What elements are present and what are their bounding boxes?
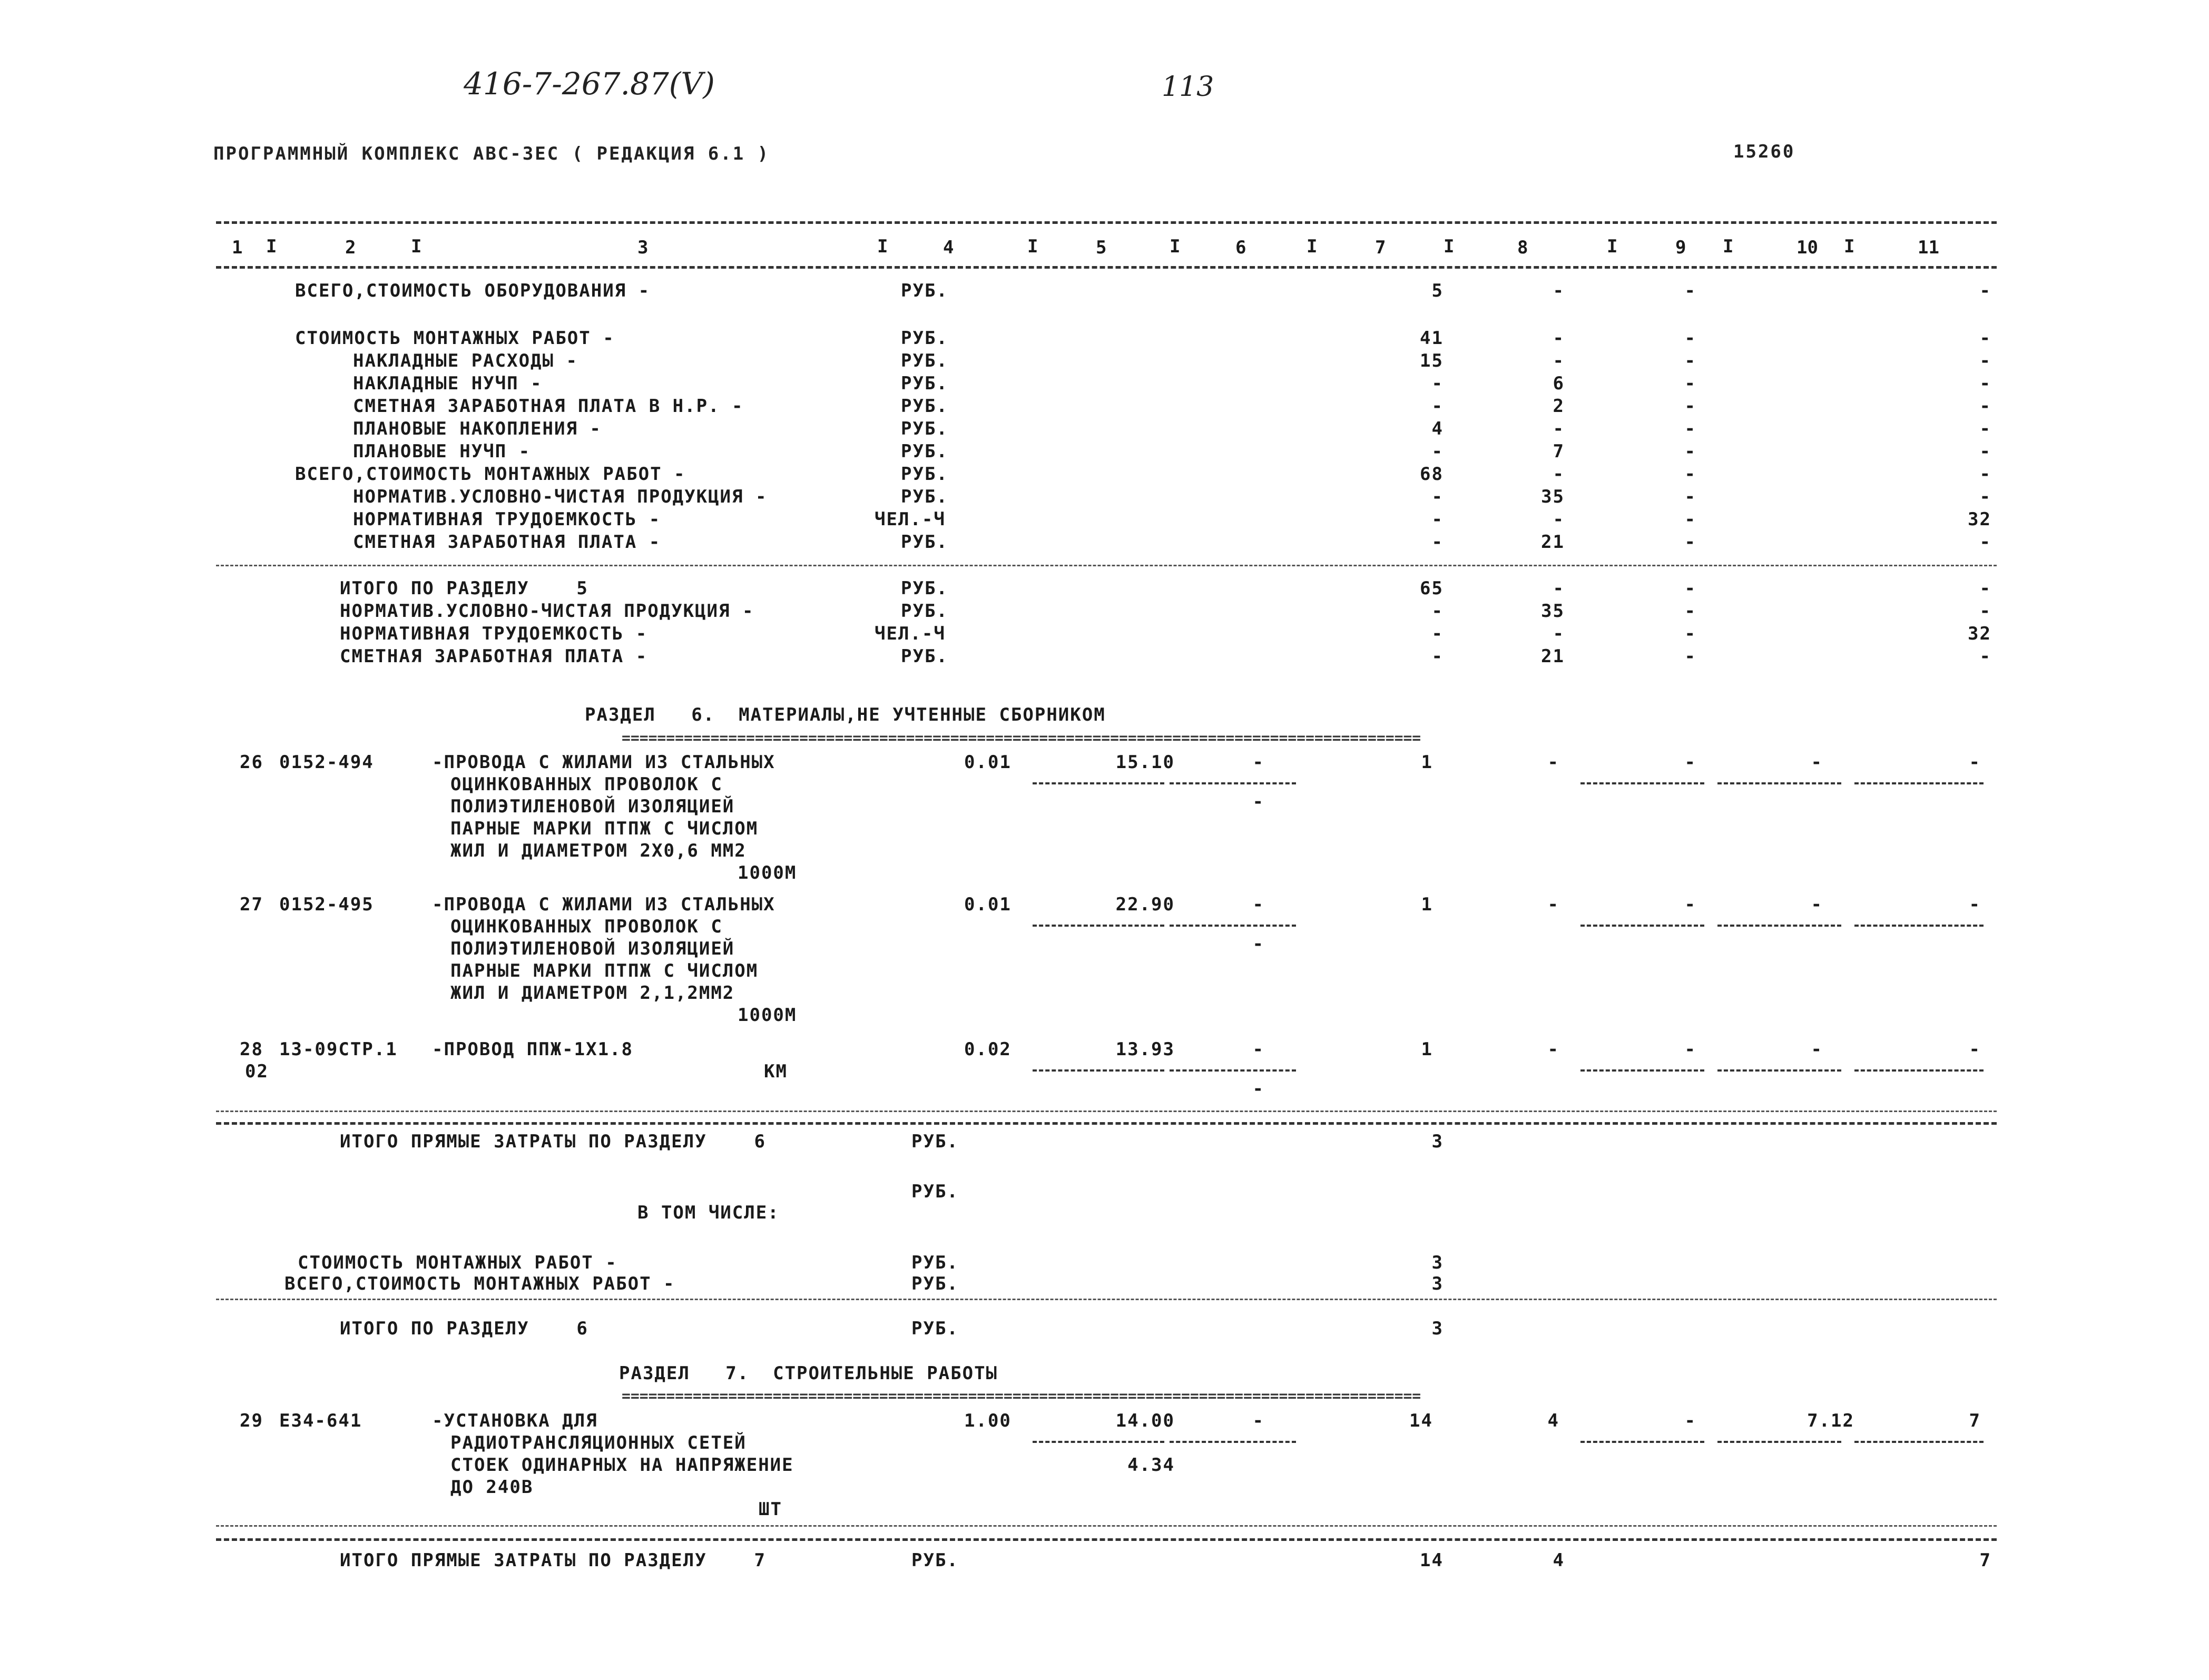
program-header: ПРОГРАММНЫЙ КОМПЛЕКС АВС-ЗЕС ( РЕДАКЦИЯ 6.1 ) <box>213 143 770 164</box>
summary-row-label: СМЕТНАЯ ЗАРАБОТНАЯ ПЛАТА - <box>353 532 661 553</box>
summary-row-c7: - <box>1431 601 1444 622</box>
item-c7: 1 <box>1421 1039 1433 1060</box>
subtotal-dash <box>1170 1069 1296 1072</box>
section6-dotted-rule <box>216 1111 1997 1112</box>
summary-row-c9: - <box>1684 418 1696 439</box>
subtotal-dash <box>1854 925 1984 927</box>
section7-underline: ========================================================================================== <box>622 1387 1421 1404</box>
summary-row-c7: 15 <box>1420 350 1444 371</box>
summary-row-c9: - <box>1684 396 1696 417</box>
subtotal-dash <box>1717 1069 1841 1072</box>
summary-row-c9: - <box>1684 486 1696 507</box>
summary-row-label: НАКЛАДНЫЕ НУЧП - <box>353 373 543 394</box>
summary-row-c11: 32 <box>1968 623 1991 644</box>
summary-row-c11: - <box>1979 328 1991 349</box>
handwritten-doc-code: 416-7-267.87(V) <box>464 66 715 102</box>
column-number-5: 5 <box>1096 237 1107 258</box>
item-description-line: -ПРОВОДА С ЖИЛАМИ ИЗ СТАЛЬНЫХ <box>432 752 775 773</box>
summary-row-c8: - <box>1553 350 1565 371</box>
subtotal-dash <box>1854 1441 1984 1443</box>
summary-row-unit: РУБ. <box>901 280 948 301</box>
summary-row-c9: - <box>1684 623 1696 644</box>
item-number: 29 <box>240 1410 263 1431</box>
subtotal-dash <box>1033 782 1164 784</box>
column-number-1: 1 <box>232 237 243 258</box>
item-c11: - <box>1969 894 1981 915</box>
column-number-3: 3 <box>637 237 649 258</box>
summary-row-c9: - <box>1684 373 1696 394</box>
section7-total-c11: 7 <box>1979 1550 1991 1571</box>
column-separator: I <box>1307 236 1318 257</box>
item-description-line: -ПРОВОДА С ЖИЛАМИ ИЗ СТАЛЬНЫХ <box>432 894 775 915</box>
column-number-7: 7 <box>1375 237 1386 258</box>
summary-row-c9: - <box>1684 601 1696 622</box>
summary-row-label: ПЛАНОВЫЕ НАКОПЛЕНИЯ - <box>353 418 602 439</box>
item-unit: 1000М <box>738 1005 797 1026</box>
summary-row-c9: - <box>1684 350 1696 371</box>
item-c6b: - <box>1252 934 1264 955</box>
summary-row-unit: РУБ. <box>901 350 948 371</box>
summary-row-unit: РУБ. <box>901 532 948 553</box>
item-c9: - <box>1684 1039 1696 1060</box>
section6-total-c7: 3 <box>1431 1318 1444 1339</box>
item-quantity: 0.01 <box>964 894 1012 915</box>
summary-row-c7: 41 <box>1420 328 1444 349</box>
item-quantity: 0.01 <box>964 752 1012 773</box>
item-description-line: ПОЛИЭТИЛЕНОВОЙ ИЗОЛЯЦИЕЙ <box>450 796 735 817</box>
summary-row-c7: 4 <box>1431 418 1444 439</box>
column-number-9: 9 <box>1675 237 1686 258</box>
item-price: 22.90 <box>1115 894 1175 915</box>
summary-row-c11: - <box>1979 396 1991 417</box>
item-c11: 7 <box>1969 1410 1981 1431</box>
item-code: 13-09СТР.1 <box>279 1039 398 1060</box>
item-number: 26 <box>240 752 263 773</box>
summary-row-label: НАКЛАДНЫЕ РАСХОДЫ - <box>353 350 578 371</box>
subtotal-dash <box>1854 782 1984 784</box>
column-separator: I <box>877 236 888 257</box>
item-code-2: 02 <box>245 1061 269 1082</box>
item-description-line: ЖИЛ И ДИАМЕТРОМ 2Х0,6 ММ2 <box>450 840 747 861</box>
item-code: 0152-494 <box>279 752 374 773</box>
summary-row-c11: - <box>1979 486 1991 507</box>
section7-total-rule <box>216 1538 1997 1541</box>
summary-row-unit: ЧЕЛ.-Ч <box>875 509 946 530</box>
summary-row-label: НОРМАТИВНАЯ ТРУДОЕМКОСТЬ - <box>340 623 648 644</box>
item-price: 15.10 <box>1115 752 1175 773</box>
section7-total-c8: 4 <box>1553 1550 1565 1571</box>
summary-row-c9: - <box>1684 646 1696 667</box>
item-c6: - <box>1252 1039 1264 1060</box>
item-code: 0152-495 <box>279 894 374 915</box>
column-number-8: 8 <box>1517 237 1528 258</box>
item-c9: - <box>1684 894 1696 915</box>
item-description-line: ПАРНЫЕ МАРКИ ПТПЖ С ЧИСЛОМ <box>450 960 759 981</box>
item-c6: - <box>1252 1410 1264 1431</box>
summary-row-unit: РУБ. <box>901 328 948 349</box>
header-bottom-rule <box>216 266 1997 269</box>
item-c10: - <box>1811 894 1823 915</box>
summary-row-c8: 2 <box>1553 396 1565 417</box>
section6-mont: СТОИМОСТЬ МОНТАЖНЫХ РАБОТ - <box>298 1252 617 1273</box>
item-c10: - <box>1811 752 1823 773</box>
item-unit: ШТ <box>759 1499 782 1520</box>
item-c8: - <box>1547 752 1559 773</box>
summary-row-unit: РУБ. <box>901 601 948 622</box>
summary-row-c8: - <box>1553 280 1565 301</box>
section6-total-direct-unit-2: РУБ. <box>911 1181 959 1202</box>
item-c8: - <box>1547 1039 1559 1060</box>
section7-dotted-rule <box>216 1525 1997 1527</box>
section6-mont-total: ВСЕГО,СТОИМОСТЬ МОНТАЖНЫХ РАБОТ - <box>284 1273 675 1294</box>
section6-mont-c7: 3 <box>1431 1252 1444 1273</box>
item-unit: 1000М <box>738 862 797 883</box>
item-number: 28 <box>240 1039 263 1060</box>
summary-row-c11: - <box>1979 646 1991 667</box>
item-c8: 4 <box>1547 1410 1559 1431</box>
summary-row-c9: - <box>1684 532 1696 553</box>
subtotal-dash <box>1580 1069 1704 1072</box>
summary-row-c7: - <box>1431 373 1444 394</box>
summary-row-label: СМЕТНАЯ ЗАРАБОТНАЯ ПЛАТА В Н.Р. - <box>353 396 744 417</box>
item-number: 27 <box>240 894 263 915</box>
subtotal-dash <box>1580 925 1704 927</box>
section6-mont-total-unit: РУБ. <box>911 1273 959 1294</box>
item-code: Е34-641 <box>279 1410 362 1431</box>
summary-row-unit: ЧЕЛ.-Ч <box>875 623 946 644</box>
summary-row-c7: - <box>1431 509 1444 530</box>
item-description-line: ДО 240В <box>450 1477 534 1498</box>
item-c9: - <box>1684 1410 1696 1431</box>
summary-row-c8: - <box>1553 509 1565 530</box>
summary-row-label: ВСЕГО,СТОИМОСТЬ ОБОРУДОВАНИЯ - <box>295 280 651 301</box>
item-c11: - <box>1969 752 1981 773</box>
section7-total-direct-unit: РУБ. <box>911 1550 959 1571</box>
summary-row-c7: - <box>1431 486 1444 507</box>
summary-row-unit: РУБ. <box>901 441 948 462</box>
section6-total: ИТОГО ПО РАЗДЕЛУ 6 <box>340 1318 588 1339</box>
summary-row-c8: 21 <box>1541 646 1565 667</box>
column-separator: I <box>1844 236 1855 257</box>
item-unit: КМ <box>764 1061 788 1082</box>
summary-row-label: ИТОГО ПО РАЗДЕЛУ 5 <box>340 578 588 599</box>
summary-row-c7: 68 <box>1420 464 1444 485</box>
section6-total-direct: ИТОГО ПРЯМЫЕ ЗАТРАТЫ ПО РАЗДЕЛУ 6 <box>340 1131 766 1152</box>
summary-row-c7: - <box>1431 532 1444 553</box>
item-description-line: РАДИОТРАНСЛЯЦИОННЫХ СЕТЕЙ <box>450 1432 747 1453</box>
summary-row-c8: - <box>1553 418 1565 439</box>
subtotal-dash <box>1854 1069 1984 1072</box>
subtotal-dash <box>1033 925 1164 927</box>
column-number-4: 4 <box>943 237 954 258</box>
item-price-2: 4.34 <box>1127 1455 1175 1476</box>
summary-row-c8: - <box>1553 464 1565 485</box>
summary-row-unit: РУБ. <box>901 373 948 394</box>
column-number-10: 10 <box>1796 237 1818 258</box>
summary-row-label: НОРМАТИВ.УСЛОВНО-ЧИСТАЯ ПРОДУКЦИЯ - <box>340 601 754 622</box>
item-c6: - <box>1252 752 1264 773</box>
item-description-line: ПАРНЫЕ МАРКИ ПТПЖ С ЧИСЛОМ <box>450 818 759 839</box>
subtotal-dash <box>1170 782 1296 784</box>
summary-row-c9: - <box>1684 441 1696 462</box>
item-c6: - <box>1252 894 1264 915</box>
summary-row-c8: 35 <box>1541 486 1565 507</box>
item-description-line: -УСТАНОВКА ДЛЯ <box>432 1410 598 1431</box>
section6-incl: В ТОМ ЧИСЛЕ: <box>637 1202 780 1223</box>
item-price: 13.93 <box>1115 1039 1175 1060</box>
item-price: 14.00 <box>1115 1410 1175 1431</box>
section6-mont-unit: РУБ. <box>911 1252 959 1273</box>
summary-row-label: ПЛАНОВЫЕ НУЧП - <box>353 441 531 462</box>
summary-row-label: СМЕТНАЯ ЗАРАБОТНАЯ ПЛАТА - <box>340 646 648 667</box>
summary-row-c9: - <box>1684 509 1696 530</box>
column-separator: I <box>1444 236 1455 257</box>
summary-row-unit: РУБ. <box>901 486 948 507</box>
column-separator: I <box>266 236 277 257</box>
item-description-line: -ПРОВОД ППЖ-1Х1.8 <box>432 1039 633 1060</box>
summary-row-c8: 7 <box>1553 441 1565 462</box>
summary-row-c8: - <box>1553 623 1565 644</box>
summary-row-c9: - <box>1684 464 1696 485</box>
section6-total-direct-unit: РУБ. <box>911 1131 959 1152</box>
handwritten-page-number: 113 <box>1162 71 1214 103</box>
document-number: 15260 <box>1733 141 1795 162</box>
section7-total-direct: ИТОГО ПРЯМЫЕ ЗАТРАТЫ ПО РАЗДЕЛУ 7 <box>340 1550 766 1571</box>
summary-row-c8: 6 <box>1553 373 1565 394</box>
subtotal-dash <box>1717 782 1841 784</box>
item-c6b: - <box>1252 1078 1264 1099</box>
column-number-11: 11 <box>1918 237 1939 258</box>
summary-row-c11: - <box>1979 280 1991 301</box>
column-separator: I <box>1027 236 1038 257</box>
item-c11: - <box>1969 1039 1981 1060</box>
summary-row-unit: РУБ. <box>901 396 948 417</box>
section5-subtotal-rule <box>216 565 1997 566</box>
subtotal-dash <box>1717 925 1841 927</box>
item-c10: - <box>1811 1039 1823 1060</box>
subtotal-dash <box>1170 1441 1296 1443</box>
subtotal-dash <box>1033 1069 1164 1072</box>
summary-row-c8: - <box>1553 578 1565 599</box>
summary-row-c8: 21 <box>1541 532 1565 553</box>
summary-row-c11: - <box>1979 578 1991 599</box>
item-c7: 1 <box>1421 752 1433 773</box>
summary-row-c11: - <box>1979 373 1991 394</box>
summary-row-c11: - <box>1979 532 1991 553</box>
subtotal-dash <box>1033 1441 1164 1443</box>
section7-title: РАЗДЕЛ 7. СТРОИТЕЛЬНЫЕ РАБОТЫ <box>619 1363 998 1384</box>
summary-row-label: НОРМАТИВНАЯ ТРУДОЕМКОСТЬ - <box>353 509 661 530</box>
section7-total-c7: 14 <box>1420 1550 1444 1571</box>
section6-underline: ========================================================================================== <box>622 729 1421 746</box>
column-separator: I <box>1723 236 1734 257</box>
summary-row-c7: 5 <box>1431 280 1444 301</box>
column-number-2: 2 <box>345 237 356 258</box>
summary-row-unit: РУБ. <box>901 418 948 439</box>
summary-row-c11: - <box>1979 418 1991 439</box>
summary-row-unit: РУБ. <box>901 646 948 667</box>
table-top-rule <box>216 221 1997 224</box>
section6-title: РАЗДЕЛ 6. МАТЕРИАЛЫ,НЕ УЧТЕННЫЕ СБОРНИКОМ <box>585 704 1106 725</box>
summary-row-c9: - <box>1684 578 1696 599</box>
subtotal-dash <box>1170 925 1296 927</box>
summary-row-c7: - <box>1431 441 1444 462</box>
summary-row-c11: - <box>1979 464 1991 485</box>
item-c10: 7.12 <box>1807 1410 1854 1431</box>
summary-row-unit: РУБ. <box>901 464 948 485</box>
summary-row-c9: - <box>1684 280 1696 301</box>
item-c9: - <box>1684 752 1696 773</box>
summary-row-unit: РУБ. <box>901 578 948 599</box>
summary-row-c11: - <box>1979 601 1991 622</box>
summary-row-label: НОРМАТИВ.УСЛОВНО-ЧИСТАЯ ПРОДУКЦИЯ - <box>353 486 768 507</box>
item-description-line: ОЦИНКОВАННЫХ ПРОВОЛОК С <box>450 916 723 937</box>
column-separator: I <box>1607 236 1618 257</box>
section6-total-unit: РУБ. <box>911 1318 959 1339</box>
item-c7: 14 <box>1409 1410 1433 1431</box>
summary-row-c8: 35 <box>1541 601 1565 622</box>
subtotal-dash <box>1717 1441 1841 1443</box>
summary-row-c8: - <box>1553 328 1565 349</box>
subtotal-dash <box>1580 782 1704 784</box>
summary-row-label: СТОИМОСТЬ МОНТАЖНЫХ РАБОТ - <box>295 328 615 349</box>
summary-row-c7: - <box>1431 623 1444 644</box>
section6-total-rule <box>216 1122 1997 1125</box>
column-number-6: 6 <box>1235 237 1246 258</box>
item-quantity: 1.00 <box>964 1410 1012 1431</box>
section6-subtotal-rule <box>216 1299 1997 1300</box>
subtotal-dash <box>1580 1441 1704 1443</box>
section6-total-direct-c7: 3 <box>1431 1131 1444 1152</box>
summary-row-c7: - <box>1431 646 1444 667</box>
item-c6b: - <box>1252 791 1264 812</box>
item-quantity: 0.02 <box>964 1039 1012 1060</box>
item-c8: - <box>1547 894 1559 915</box>
item-description-line: ОЦИНКОВАННЫХ ПРОВОЛОК С <box>450 774 723 795</box>
item-description-line: СТОЕК ОДИНАРНЫХ НА НАПРЯЖЕНИЕ <box>450 1455 794 1476</box>
summary-row-c11: 32 <box>1968 509 1991 530</box>
item-description-line: ЖИЛ И ДИАМЕТРОМ 2,1,2ММ2 <box>450 983 735 1004</box>
item-description-line: ПОЛИЭТИЛЕНОВОЙ ИЗОЛЯЦИЕЙ <box>450 938 735 959</box>
section6-mont-total-c7: 3 <box>1431 1273 1444 1294</box>
summary-row-c9: - <box>1684 328 1696 349</box>
column-separator: I <box>1170 236 1181 257</box>
item-c7: 1 <box>1421 894 1433 915</box>
summary-row-c7: 65 <box>1420 578 1444 599</box>
summary-row-c11: - <box>1979 441 1991 462</box>
column-separator: I <box>411 236 422 257</box>
summary-row-c7: - <box>1431 396 1444 417</box>
summary-row-label: ВСЕГО,СТОИМОСТЬ МОНТАЖНЫХ РАБОТ - <box>295 464 686 485</box>
summary-row-c11: - <box>1979 350 1991 371</box>
